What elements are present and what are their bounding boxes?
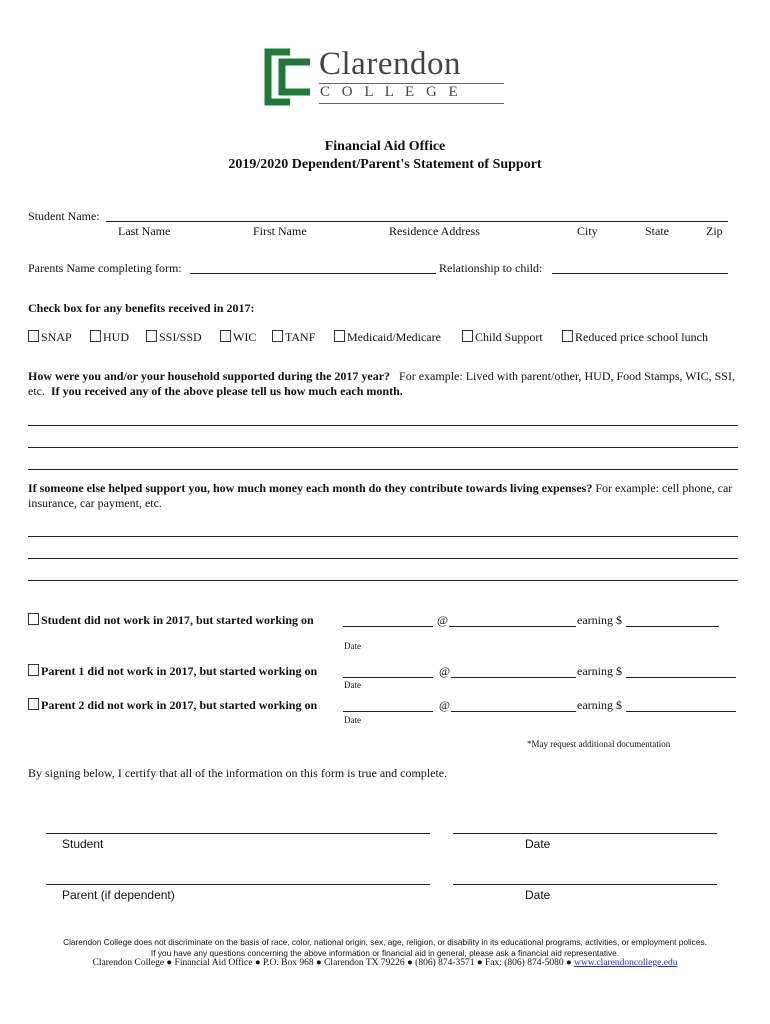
questions-notice: If you have any questions concerning the above information or financial aid in general, please ask a financial aid representative. (150, 948, 620, 958)
at-sign: @ (437, 613, 449, 627)
student-date-field[interactable] (453, 833, 717, 834)
student-signature-field[interactable] (46, 833, 430, 834)
checkbox[interactable] (28, 613, 39, 625)
student-name-label: Student Name: (28, 209, 100, 223)
parent-signature-field[interactable] (46, 884, 430, 885)
benefit-reduced-lunch[interactable]: Reduced price school lunch (562, 330, 708, 345)
parent-date-label: Date (525, 888, 551, 902)
contact-line: Clarendon College ● Financial Aid Office ● P.O. Box 968 ● Clarendon TX 79226 ● (806) 874-3571 ● Fax: (806) 874-5080 ● www.clarendoncollege.edu (92, 958, 678, 968)
website-link[interactable]: www.clarendoncollege.edu (574, 958, 678, 968)
student-date-label: Date (525, 837, 551, 851)
earning-label: earning $ (577, 664, 622, 678)
benefit-child-support[interactable]: Child Support (462, 330, 543, 345)
date-label: Date (344, 715, 361, 725)
cc-emblem-icon (262, 48, 316, 106)
date-label: Date (344, 680, 361, 690)
parent1-earning-field[interactable] (626, 677, 736, 678)
earning-label: earning $ (577, 613, 622, 627)
form-title: 2019/2020 Dependent/Parent's Statement of Support (228, 157, 542, 172)
benefit-wic[interactable]: WIC (220, 330, 256, 345)
checkbox[interactable] (28, 330, 39, 342)
office-heading: Financial Aid Office (324, 139, 446, 154)
student-signature-label: Student (62, 837, 104, 851)
parent2-start-date-field[interactable] (343, 711, 433, 712)
parent2-employer-field[interactable] (451, 711, 576, 712)
parent1-start-date-field[interactable] (343, 677, 433, 678)
checkbox[interactable] (334, 330, 345, 342)
parent-date-field[interactable] (453, 884, 717, 885)
earning-label: earning $ (577, 698, 622, 712)
checkbox[interactable] (220, 330, 231, 342)
question-household-support: How were you and/or your household supported during the 2017 year? For example: Lived with parent/other, HUD, Food Stamps, WIC, SSI, etc. If you received any of the above please tell us how much each month. (28, 369, 735, 398)
checkbox[interactable] (146, 330, 157, 342)
field-zip: Zip (706, 224, 723, 238)
checkbox[interactable] (562, 330, 573, 342)
relationship-label: Relationship to child: (439, 261, 543, 275)
college-logo (262, 46, 512, 106)
field-state: State (645, 224, 669, 238)
answer-line[interactable] (28, 447, 738, 448)
student-earning-field[interactable] (626, 626, 719, 627)
logo-subtitle: C O L L E G E (320, 84, 462, 100)
documentation-note: *May request additional documentation (527, 739, 671, 749)
checkbox[interactable] (28, 664, 39, 676)
checkbox[interactable] (90, 330, 101, 342)
parent2-earning-field[interactable] (626, 711, 736, 712)
parents-name-field[interactable] (190, 273, 436, 274)
benefit-tanf[interactable]: TANF (272, 330, 315, 345)
checkbox[interactable] (28, 698, 39, 710)
benefit-ssi-ssd[interactable]: SSI/SSD (146, 330, 202, 345)
student-employer-field[interactable] (449, 626, 576, 627)
student-start-date-field[interactable] (343, 626, 433, 627)
checkbox[interactable] (462, 330, 473, 342)
nondiscrimination-notice: Clarendon College does not discriminate on the basis of race, color, national origin, sex, age, religion, or disability in its educational programs, activities, or employment polices. (63, 937, 707, 947)
benefit-hud[interactable]: HUD (90, 330, 129, 345)
answer-line[interactable] (28, 536, 738, 537)
question-outside-support: If someone else helped support you, how much money each month do they contribute towards living expenses? For example: cell phone, car insurance, car payment, etc. (28, 481, 733, 510)
parent1-employer-field[interactable] (451, 677, 576, 678)
parents-name-label: Parents Name completing form: (28, 261, 182, 275)
at-sign: @ (439, 698, 451, 712)
relationship-field[interactable] (552, 273, 728, 274)
answer-line[interactable] (28, 580, 738, 581)
student-work-row[interactable]: Student did not work in 2017, but started working on (28, 613, 314, 628)
field-first-name: First Name (253, 224, 307, 238)
logo-name: Clarendon (319, 46, 461, 82)
parent-signature-label: Parent (if dependent) (62, 888, 175, 902)
benefit-snap[interactable]: SNAP (28, 330, 72, 345)
parent2-work-row[interactable]: Parent 2 did not work in 2017, but started working on (28, 698, 317, 713)
checkbox[interactable] (272, 330, 283, 342)
date-label: Date (344, 641, 361, 651)
field-residence-address: Residence Address (389, 224, 480, 238)
field-last-name: Last Name (118, 224, 171, 238)
answer-line[interactable] (28, 469, 738, 470)
field-city: City (577, 224, 598, 238)
student-name-field[interactable] (106, 221, 728, 222)
answer-line[interactable] (28, 558, 738, 559)
benefit-medicaid[interactable]: Medicaid/Medicare (334, 330, 441, 345)
certification-statement: By signing below, I certify that all of the information on this form is true and complete. (28, 766, 448, 780)
at-sign: @ (439, 664, 451, 678)
benefits-heading: Check box for any benefits received in 2017: (28, 301, 255, 315)
parent1-work-row[interactable]: Parent 1 did not work in 2017, but started working on (28, 664, 317, 679)
answer-line[interactable] (28, 425, 738, 426)
